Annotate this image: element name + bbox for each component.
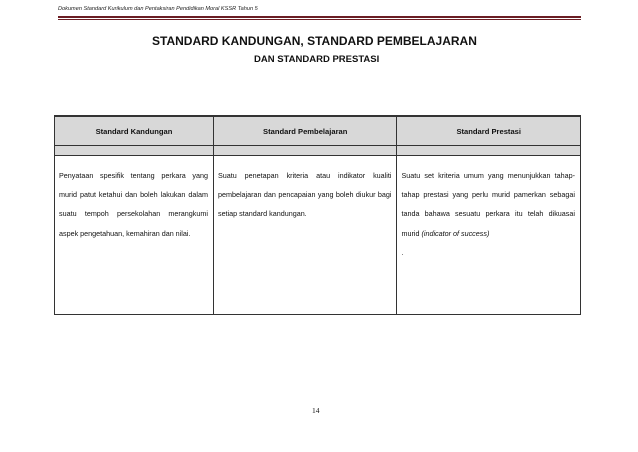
cell-prestasi-italic: (indicator of success) bbox=[421, 228, 490, 238]
table-row bbox=[55, 156, 581, 315]
document-header: Dokumen Standard Kurikulum dan Pentaksiran Pendidikan Moral KSSR Tahun 5 bbox=[58, 6, 258, 12]
cell-prestasi bbox=[397, 156, 581, 315]
cell-pembelajaran: Suatu penetapan kriteria atau indikator kualiti pembelajaran dan pencapaian yang boleh diukur bagi setiap standard kandungan. bbox=[213, 156, 397, 315]
header-standard-kandungan: Standard Kandungan bbox=[55, 116, 214, 146]
page-subtitle: DAN STANDARD PRESTASI bbox=[254, 54, 380, 65]
header-standard-prestasi: Standard Prestasi bbox=[397, 116, 581, 146]
header-rule-thin bbox=[58, 19, 581, 20]
cell-kandungan: Penyataan spesifik tentang perkara yang murid patut ketahui dan boleh lakukan dalam suatu tempoh persekolahan merangkumi aspek pengetahuan, kemahiran dan nilai. bbox=[55, 156, 214, 315]
page-number: 14 bbox=[312, 406, 320, 415]
cell-prestasi-dot: . bbox=[401, 247, 404, 257]
header-standard-pembelajaran: Standard Pembelajaran bbox=[213, 116, 397, 146]
page-title: STANDARD KANDUNGAN, STANDARD PEMBELAJARAN bbox=[152, 34, 477, 48]
cell-prestasi-text: Suatu set kriteria umum yang menunjukkan tahap-tahap prestasi yang perlu murid pamerkan sebagai tanda bahawa sesuatu perkara itu telah dikuasai murid bbox=[401, 171, 575, 238]
table-header-band bbox=[55, 146, 581, 156]
table-header-row bbox=[55, 116, 581, 146]
header-rule-thick bbox=[58, 16, 581, 18]
standards-table bbox=[54, 115, 581, 315]
